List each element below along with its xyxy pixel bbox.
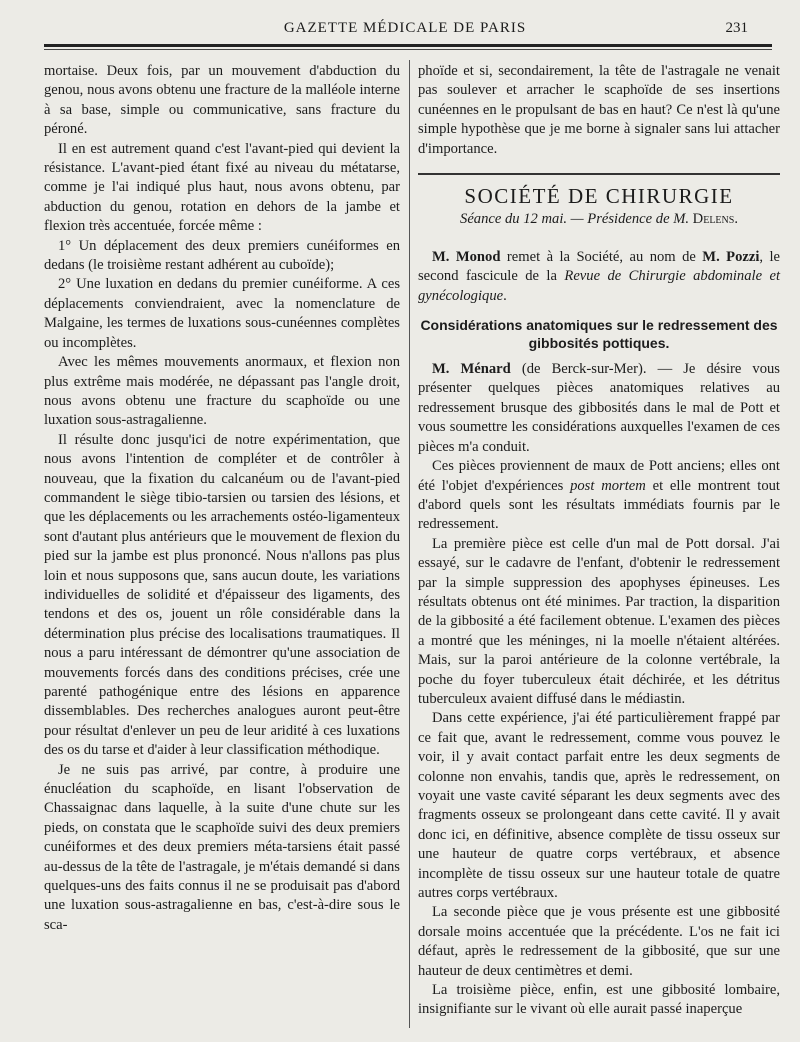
text-run: et elle montrent tout d'abord quels sont les résultats immédiats fournis par le redressement. <box>418 477 780 533</box>
text-run: Ces pièces proviennent de maux de Pott anciens; elles ont été l'objet d'expériences <box>418 458 780 494</box>
right-column <box>418 62 780 1020</box>
paragraph: Il résulte donc jusqu'ici de notre expérimentation, que nous avons l'intention de compléter et de contrôler à nouveau, que la fixation du calcanéum ou de l'avant-pied commandent le siège tibio-tarsien ou tarsien des lésions, et que les déplacements ou les arrachements ostéo-ligamenteux sont d'autant plus antérieurs que le mouvement de flexion du pied sur la jambe est plus prononcé. Nous n'allons pas plus loin et nous supposons que, sans aucun doute, les variations individuelles de solidité et d'épaisseur des ligaments, des tendons et des os, jouent un rôle considérable dans la détermination plus précise des localisations traumatiques. Il nous a paru intéressant de démontrer qu'une association de mouvements forcés dans des conditions précises, crée une parenté pathogénique entre des lésions en apparence dissemblables. Des recherches analogues auront peut-être pour résultat d'enlever un peu de leur aridité à ces luxations des os du tarse et d'aider à leur classification méthodique. <box>44 431 400 759</box>
list-item: 1° Un déplacement des deux premiers cunéiformes en dedans (le troisième restant adhérent au cuboïde); <box>44 237 400 274</box>
paragraph: phoïde et si, secondairement, la tête de l'astragale ne venait pas soulever et arracher le scaphoïde de ses insertions cunéennes en le propulsant de bas en haut? Ce n'est là qu'une simple hypothèse que je me borne à signaler sans lui attacher d'importance. <box>418 63 780 157</box>
list-item: 2° Une luxation en dedans du premier cunéiforme. A ces déplacements conviendraient, avec la nomenclature de Malgaine, les termes de luxations sous-cunéennes complètes ou incomplètes. <box>44 276 400 351</box>
left-column <box>44 62 400 935</box>
running-head <box>40 14 770 40</box>
section-title: SOCIÉTÉ DE CHIRURGIE <box>464 184 734 209</box>
italic-term: post mortem <box>570 477 646 494</box>
section-rule <box>418 173 780 175</box>
paragraph: Je ne suis pas arrivé, par contre, à produire une énucléation du scaphoïde, en lisant l'observation de Chassaignac dans laquelle, à la suite d'une chute sur les pieds, on constata que le scaphoïde suivi des deux premiers cunéiformes et des deux premiers méta-tarsiens était passé au-dessus de la tête de l'astragale, je m'étais demandé si dans quelques-uns des faits connus il ne se produisait pas d'abord une luxation sous-astragalienne en bas, c'est-à-dire sous le sca- <box>44 761 400 933</box>
header-rule <box>44 44 772 47</box>
paragraph <box>418 360 780 457</box>
session-prefix: Séance du 12 mai. — Présidence de M. <box>460 211 690 228</box>
president-name: Delens. <box>692 211 738 228</box>
text-run: (de Berck-sur-Mer). — Je désire vous présenter quelques pièces anatomiques relatives au redressement brusque des gibbosités dans le mal de Pott et vous soumettre les considérations auxquelles l'examen de ces pièces m'a conduit. <box>418 361 780 455</box>
speaker-name: M. Ménard <box>432 361 511 378</box>
text-run: , le second fascicule de la <box>418 248 781 285</box>
column-divider <box>409 60 410 1028</box>
paragraph: Il en est autrement quand c'est l'avant-pied qui devient la résistance. L'avant-pied étant fixé au niveau du métatarse, comme je l'ai indiqué plus haut, nous avons obtenu, par abduction du genou, rotation en dehors de la jambe et flexion très accentuée, forcée même : <box>44 140 400 235</box>
paragraph: La troisième pièce, enfin, est une gibbosité lombaire, insignifiante sur le vivant où elle aurait passé inaperçue <box>418 982 780 1018</box>
paragraph: La seconde pièce que je vous présente est une gibbosité dorsale moins accentuée que la précédente. L'os ne fait ici défaut, après le redressement de la gibbosité, que sur une hauteur de deux centimètres et demi. <box>418 904 780 979</box>
article-subheading: Considérations anatomiques sur le redressement des gibbosités pottiques. <box>420 317 778 352</box>
session-line <box>418 210 780 229</box>
page-number: 231 <box>725 20 748 36</box>
paragraph <box>418 457 780 535</box>
paragraph: Avec les mêmes mouvements anormaux, et flexion non plus extrême mais modérée, ne dépassant pas l'angle droit, nous avons obtenu une fracture du scaphoïde ou une luxation sous-astragalienne. <box>44 354 400 429</box>
paragraph: mortaise. Deux fois, par un mouvement d'abduction du genou, nous avons obtenu une fracture de la malléole interne à sa base, simple ou communicative, sans fracture du péroné. <box>44 63 400 138</box>
header-rule-thin <box>44 49 772 50</box>
paragraph: Dans cette expérience, j'ai été particulièrement frappé par ce fait que, avant le redressement, comme vous pouvez le voir, il y avait contact parfait entre les deux segments de colonne non envahis, tandis que, après le redressement, on voyait une vaste cavité séparant les deux segments avec des fragments osseux se prolongeant dans cette cavité. Il y avait donc ici, en définitive, absence complète de tissu osseux sur une hauteur de quatre corps vertébraux, et absence incomplète de tissu osseux sur une hauteur totale de quatre autres corps vertébraux. <box>418 710 780 902</box>
paragraph <box>418 248 780 306</box>
journal-title: Revue de Chirurgie abdominale et gynécologique <box>418 268 781 304</box>
running-title: GAZETTE MÉDICALE DE PARIS <box>283 20 527 36</box>
speaker-name: M. Monod <box>432 248 501 265</box>
text-run: remet à la Société, au nom de <box>500 248 703 265</box>
text-run: . <box>503 287 507 304</box>
paragraph: La première pièce est celle d'un mal de Pott dorsal. J'ai essayé, sur le cadavre de l'enfant, d'obtenir le redressement par la simple suppression des apophyses épineuses. Les résultats obtenus ont été minimes. Par traction, la disparition de la gibbosité a été facilement obtenue. L'examen des pièces a montré que les méninges, ni la moelle n'étaient altérées. Mais, sur la paroi antérieure de la colonne vertébrale, la poche du foyer tuberculeux était déchirée, et les détritus tuberculeux avaient diffusé dans le médiastin. <box>418 535 780 707</box>
speaker-name: M. Pozzi <box>702 248 760 265</box>
